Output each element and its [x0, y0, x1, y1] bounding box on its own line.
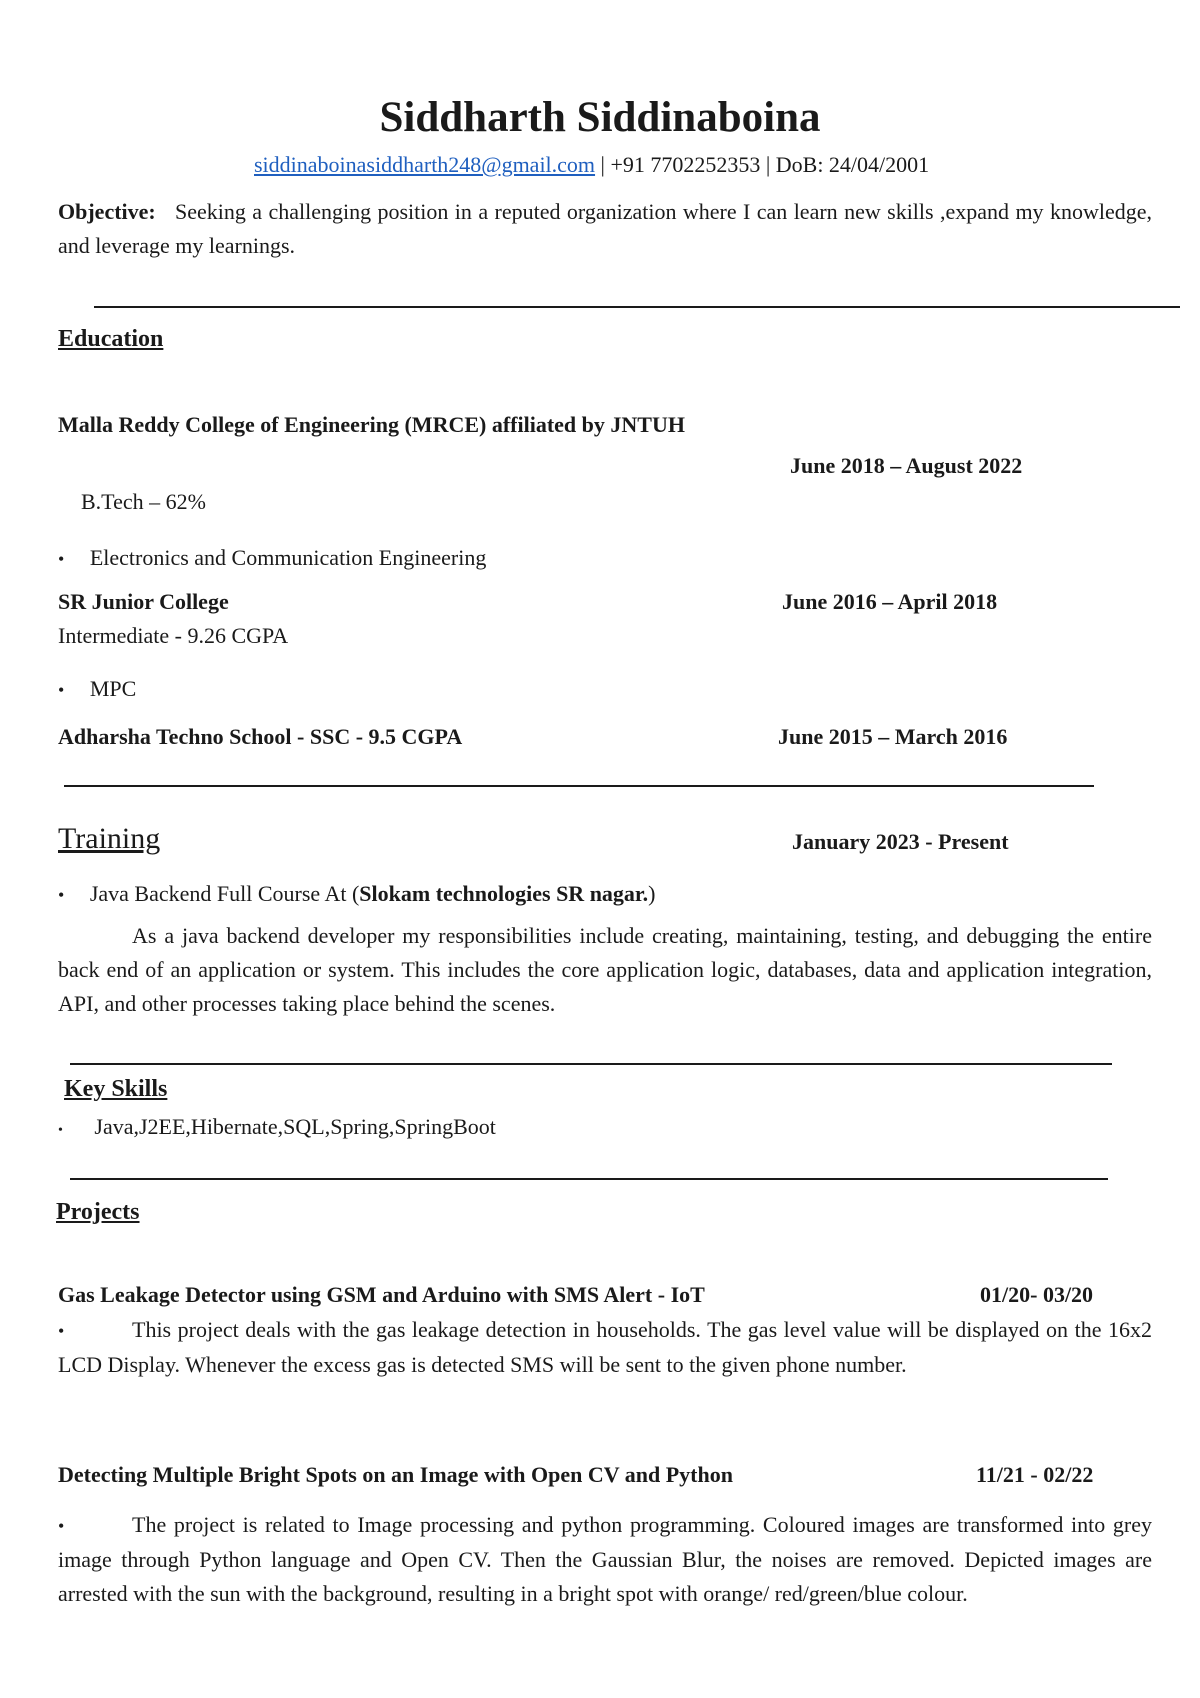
project-1-title: Gas Leakage Detector using GSM and Arduino with SMS Alert - IoT — [58, 1282, 705, 1307]
college-dates: June 2018 – August 2022 — [790, 453, 1023, 478]
junior-college-stream: MPC — [89, 676, 137, 701]
projects-heading: Projects — [56, 1199, 140, 1225]
bullet-icon: • — [58, 680, 65, 700]
contact-line — [254, 151, 929, 179]
objective-label: Objective: — [58, 199, 156, 224]
divider — [70, 1178, 1108, 1180]
project-2-dates: 11/21 - 02/22 — [976, 1462, 1094, 1487]
education-heading: Education — [58, 326, 164, 352]
email-link[interactable]: siddinaboinasiddharth248@gmail.com — [254, 152, 596, 177]
project-2-block — [58, 1508, 1152, 1611]
project-1-dates: 01/20- 03/20 — [980, 1282, 1094, 1307]
course-prefix: Java Backend Full Course At ( — [89, 881, 360, 906]
course-suffix: ) — [648, 881, 656, 906]
training-course — [90, 881, 656, 906]
project-2-title: Detecting Multiple Bright Spots on an Image with Open CV and Python — [58, 1462, 733, 1487]
college-branch: Electronics and Communication Engineering — [89, 545, 487, 570]
junior-college-dates: June 2016 – April 2018 — [782, 589, 998, 614]
divider — [64, 785, 1094, 787]
bullet-icon: • — [58, 1321, 65, 1341]
list-item — [58, 545, 486, 571]
school-name: Adharsha Techno School - SSC - 9.5 CGPA — [58, 724, 463, 749]
training-description: As a java backend developer my responsibilities include creating, maintaining, testing, and debugging the entire back end of an application or system. This includes the core application logic, databases, data and application integration, API, and other processes taking place behind the scenes. — [58, 923, 1152, 1016]
project-1-block — [58, 1313, 1152, 1382]
candidate-name: Siddharth Siddinaboina — [379, 94, 821, 141]
project-1-description: This project deals with the gas leakage detection in households. The gas level value will be displayed on the 16x2 LCD Display. Whenever the excess gas is detected SMS will be sent to the given phone number. — [58, 1317, 1152, 1377]
junior-college-name: SR Junior College — [58, 589, 229, 614]
junior-college-grade: Intermediate - 9.26 CGPA — [58, 623, 289, 648]
college-name: Malla Reddy College of Engineering (MRCE) affiliated by JNTUH — [58, 412, 685, 437]
list-item — [58, 881, 656, 907]
skills-heading: Key Skills — [64, 1076, 168, 1102]
training-heading: Training — [58, 822, 161, 855]
school-dates: June 2015 – March 2016 — [778, 724, 1008, 749]
phone-dob: | +91 7702252353 | DoB: 24/04/2001 — [595, 152, 930, 177]
college-degree: B.Tech – 62% — [81, 489, 206, 514]
bullet-icon: • — [58, 885, 65, 905]
skills-list: Java,J2EE,Hibernate,SQL,Spring,SpringBoot — [94, 1114, 496, 1139]
objective-text: Seeking a challenging position in a reputed organization where I can learn new skills ,expand my knowledge, and leverage my learnings. — [58, 199, 1153, 258]
training-org: Slokam technologies SR nagar. — [359, 881, 649, 906]
project-2-description: The project is related to Image processing and python programming. Coloured images are transformed into grey image through Python language and Open CV. Then the Gaussian Blur, the noises are removed. Depicted images are arrested with the sun with the background, resulting in a bright spot with orange/ red/green/blue colour. — [58, 1512, 1152, 1606]
list-item — [58, 1114, 496, 1140]
training-dates: January 2023 - Present — [792, 829, 1009, 854]
divider — [94, 306, 1180, 308]
list-item — [58, 676, 136, 702]
bullet-icon: • — [58, 549, 65, 569]
bullet-icon: • — [58, 1123, 63, 1138]
bullet-icon: • — [58, 1516, 65, 1536]
objective-block — [58, 195, 1152, 263]
divider — [70, 1063, 1112, 1065]
